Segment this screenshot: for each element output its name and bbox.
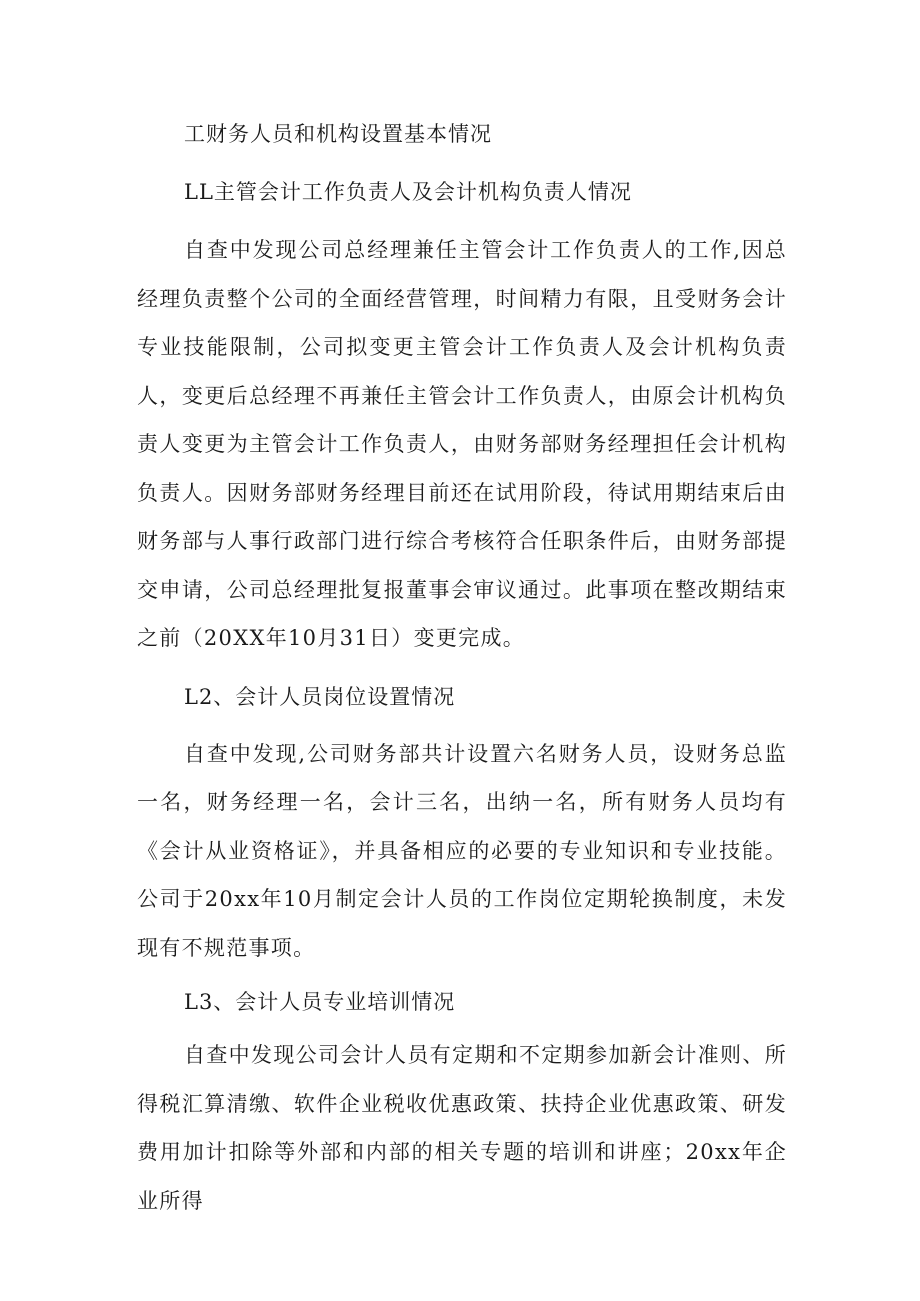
section-2-heading: L2、会计人员岗位设置情况	[184, 684, 456, 709]
section-3-heading: L3、会计人员专业培训情况	[184, 990, 456, 1014]
section-2-body: 自查中发现,公司财务部共计设置六名财务人员，设财务总监一名，财务经理一名，会计三名，出纳一名，所有财务人员均有《会计从业资格证》，并具备相应的必要的专业知识和专业技能。公司于20xx年10月制定会计人员的工作岗位定期轮换制度，未发现有不规范事项。	[137, 741, 787, 960]
section-1-heading: LL主管会计工作负责人及会计机构负责人情况	[184, 180, 632, 204]
document-page	[137, 108, 787, 1225]
section-1-body: 自查中发现公司总经理兼任主管会计工作负责人的工作,因总经理负责整个公司的全面经营管理，时间精力有限，且受财务会计专业技能限制，公司拟变更主管会计工作负责人及会计机构负责人，变更后总经理不再兼任主管会计工作负责人，由原会计机构负责人变更为主管会计工作负责人，由财务部财务经理担任会计机构负责人。因财务部财务经理目前还在试用阶段，待试用期结束后由财务部与人事行政部门进行综合考核符合任职条件后，由财务部提交申请，公司总经理批复报董事会审议通过。此事项在整改期结束之前（20XX年10月31日）变更完成。	[137, 238, 787, 650]
section-3-body: 自查中发现公司会计人员有定期和不定期参加新会计准则、所得税汇算清缴、软件企业税收优惠政策、扶持企业优惠政策、研发费用加计扣除等外部和内部的相关专题的培训和讲座；20xx年企业所得	[137, 1043, 787, 1213]
document-title: 工财务人员和机构设置基本情况	[184, 122, 492, 146]
